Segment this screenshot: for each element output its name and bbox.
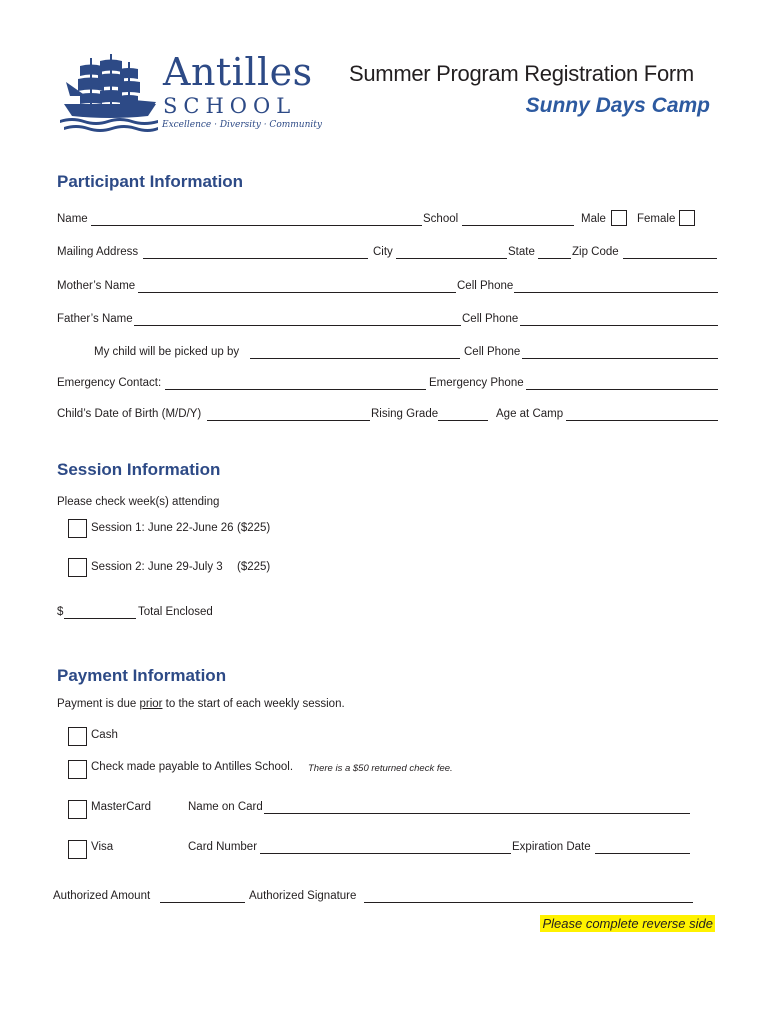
ship-icon (60, 52, 160, 134)
emergency-phone-label: Emergency Phone (429, 377, 524, 389)
session-1-label: Session 1: June 22-June 26 (91, 522, 234, 534)
row-emergency (57, 377, 718, 393)
reverse-side-note: Please complete reverse side (542, 916, 713, 931)
mothers-name-field[interactable] (138, 292, 456, 293)
row-pickup (57, 346, 718, 362)
emergency-contact-field[interactable] (165, 389, 426, 390)
total-field[interactable] (64, 618, 136, 619)
age-field[interactable] (566, 420, 718, 421)
payment-due-after: to the start of each weekly session. (162, 698, 345, 710)
school-field[interactable] (462, 225, 574, 226)
authorized-signature-label: Authorized Signature (249, 890, 357, 902)
pickup-cell-label: Cell Phone (464, 346, 521, 358)
mothers-name-label: Mother’s Name (57, 280, 136, 292)
name-field[interactable] (91, 225, 422, 226)
visa-checkbox[interactable] (68, 840, 87, 859)
card-number-label: Card Number (188, 841, 258, 853)
emergency-phone-field[interactable] (526, 389, 718, 390)
check-checkbox[interactable] (68, 760, 87, 779)
male-label: Male (581, 213, 606, 225)
female-label: Female (637, 213, 676, 225)
camp-title: Sunny Days Camp (525, 94, 710, 117)
dollar-sign: $ (57, 606, 64, 618)
father-cell-field[interactable] (520, 325, 718, 326)
total-enclosed-label: Total Enclosed (138, 606, 213, 618)
name-on-card-label: Name on Card (188, 801, 263, 813)
school-label: School (423, 213, 459, 225)
session-2-price: ($225) (237, 561, 271, 573)
emergency-contact-label: Emergency Contact: (57, 377, 162, 389)
row-authorization (53, 890, 693, 906)
fathers-name-field[interactable] (134, 325, 461, 326)
check-fee-note: There is a $50 returned check fee. (308, 763, 453, 774)
state-label: State (508, 246, 535, 258)
state-field[interactable] (538, 258, 571, 259)
payment-due-emphasis: prior (139, 698, 163, 710)
session-1-checkbox[interactable] (68, 519, 87, 538)
row-father (57, 313, 718, 329)
age-label: Age at Camp (496, 408, 564, 420)
dob-label: Child’s Date of Birth (M/D/Y) (57, 408, 202, 420)
city-label: City (373, 246, 393, 258)
session-heading: Session Information (57, 460, 221, 479)
fathers-name-label: Father’s Name (57, 313, 133, 325)
payment-due-before: Payment is due (57, 698, 140, 710)
dob-field[interactable] (207, 420, 370, 421)
cash-label: Cash (91, 729, 118, 741)
authorized-signature-field[interactable] (364, 902, 693, 903)
session-2-label: Session 2: June 29-July 3 (91, 561, 223, 573)
logo-name: Antilles (163, 50, 313, 94)
zip-field[interactable] (623, 258, 717, 259)
logo-school: SCHOOL (163, 94, 297, 118)
logo-tagline: Excellence · Diversity · Community (162, 120, 322, 130)
mother-cell-label: Cell Phone (457, 280, 514, 292)
visa-label: Visa (91, 841, 114, 853)
mastercard-checkbox[interactable] (68, 800, 87, 819)
pickup-cell-field[interactable] (522, 358, 718, 359)
name-label: Name (57, 213, 88, 225)
session-instruction: Please check week(s) attending (57, 496, 220, 508)
authorized-amount-label: Authorized Amount (53, 890, 151, 902)
payment-due-text (57, 698, 345, 710)
participant-heading: Participant Information (57, 172, 244, 191)
city-field[interactable] (396, 258, 507, 259)
mailing-address-field[interactable] (143, 258, 368, 259)
row-address (57, 246, 718, 262)
mastercard-label: MasterCard (91, 801, 152, 813)
form-title: Summer Program Registration Form (349, 61, 694, 86)
rising-grade-label: Rising Grade (371, 408, 439, 420)
row-card-number (188, 841, 692, 857)
row-mother (57, 280, 718, 296)
row-total (57, 606, 718, 622)
pickup-field[interactable] (250, 358, 460, 359)
expiration-label: Expiration Date (512, 841, 591, 853)
rising-grade-field[interactable] (438, 420, 488, 421)
payment-heading: Payment Information (57, 666, 227, 685)
name-on-card-field[interactable] (264, 813, 690, 814)
expiration-field[interactable] (595, 853, 690, 854)
row-name-school (57, 213, 718, 229)
mother-cell-field[interactable] (514, 292, 718, 293)
check-label: Check made payable to Antilles School. (91, 761, 294, 773)
authorized-amount-field[interactable] (160, 902, 245, 903)
session-2-checkbox[interactable] (68, 558, 87, 577)
male-checkbox[interactable] (611, 210, 627, 226)
session-1-price: ($225) (237, 522, 271, 534)
card-number-field[interactable] (260, 853, 511, 854)
zip-label: Zip Code (572, 246, 619, 258)
school-logo (60, 50, 322, 134)
cash-checkbox[interactable] (68, 727, 87, 746)
female-checkbox[interactable] (679, 210, 695, 226)
row-dob (57, 408, 718, 424)
pickup-label: My child will be picked up by (94, 346, 240, 358)
row-name-on-card (188, 801, 692, 817)
mailing-address-label: Mailing Address (57, 246, 139, 258)
father-cell-label: Cell Phone (462, 313, 519, 325)
